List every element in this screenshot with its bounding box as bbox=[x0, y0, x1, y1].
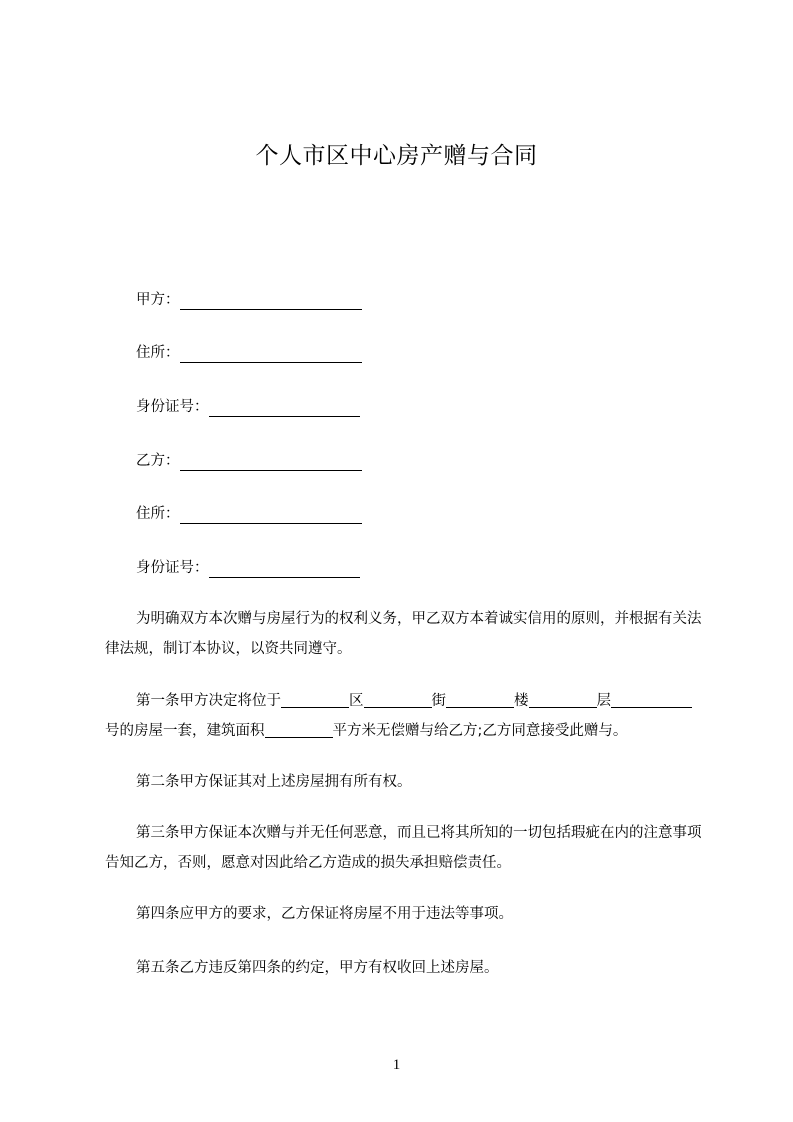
building-label: 楼 bbox=[514, 693, 529, 709]
street-blank bbox=[446, 689, 514, 708]
article-3-paragraph: 第三条甲方保证本次赠与并无任何恶意，而且已将其所知的一切包括瑕疵在内的注意事项告知乙方，否则，愿意对因此给乙方造成的损失承担赔偿责任。 bbox=[105, 825, 702, 871]
party-a-field bbox=[136, 289, 362, 311]
party-a-id-label: 身份证号： bbox=[136, 399, 209, 415]
party-b-address-field bbox=[136, 503, 362, 525]
party-b-address-label: 住所： bbox=[136, 506, 180, 522]
article-2-paragraph: 第二条甲方保证其对上述房屋拥有所有权。 bbox=[136, 774, 412, 790]
room-number-blank bbox=[667, 689, 692, 708]
party-b-field bbox=[136, 450, 362, 472]
party-b-label: 乙方： bbox=[136, 453, 180, 469]
party-b-id-field bbox=[136, 557, 360, 579]
article-1-text-start: 第一条甲方决定将位于 bbox=[136, 693, 281, 709]
article-4-paragraph: 第四条应甲方的要求，乙方保证将房屋不用于违法等事项。 bbox=[136, 906, 513, 922]
preamble-paragraph: 为明确双方本次赠与房屋行为的权利义务，甲乙双方本着诚实信用的原则，并根据有关法律法规，制订本协议，以资共同遵守。 bbox=[105, 611, 702, 657]
party-b-id-label: 身份证号： bbox=[136, 560, 209, 576]
location-blank bbox=[281, 689, 349, 708]
district-label: 区 bbox=[349, 693, 364, 709]
street-label: 街 bbox=[431, 693, 446, 709]
party-a-id-field bbox=[136, 396, 360, 418]
area-blank bbox=[265, 719, 333, 738]
party-a-label: 甲方： bbox=[136, 292, 180, 308]
building-blank bbox=[529, 689, 597, 708]
article-5-paragraph: 第五条乙方违反第四条的约定，甲方有权收回上述房屋。 bbox=[136, 960, 499, 976]
party-a-blank bbox=[180, 289, 362, 310]
article-1-text-end: 平方米无偿赠与给乙方;乙方同意接受此赠与。 bbox=[332, 723, 628, 739]
party-b-blank bbox=[180, 450, 362, 471]
party-a-address-field bbox=[136, 342, 362, 364]
party-a-address-blank bbox=[180, 342, 362, 363]
floor-blank bbox=[611, 689, 667, 708]
party-b-address-blank bbox=[180, 503, 362, 524]
party-a-address-label: 住所： bbox=[136, 345, 180, 361]
page-number: 1 bbox=[392, 1057, 401, 1073]
party-b-id-blank bbox=[209, 557, 360, 578]
floor-label: 层 bbox=[596, 693, 611, 709]
district-blank bbox=[364, 689, 432, 708]
party-a-id-blank bbox=[209, 396, 360, 417]
article-1-paragraph bbox=[105, 686, 705, 746]
room-number-label: 号的房屋一套，建筑面积 bbox=[105, 723, 265, 739]
document-title: 个人市区中心房产赠与合同 bbox=[255, 143, 538, 169]
